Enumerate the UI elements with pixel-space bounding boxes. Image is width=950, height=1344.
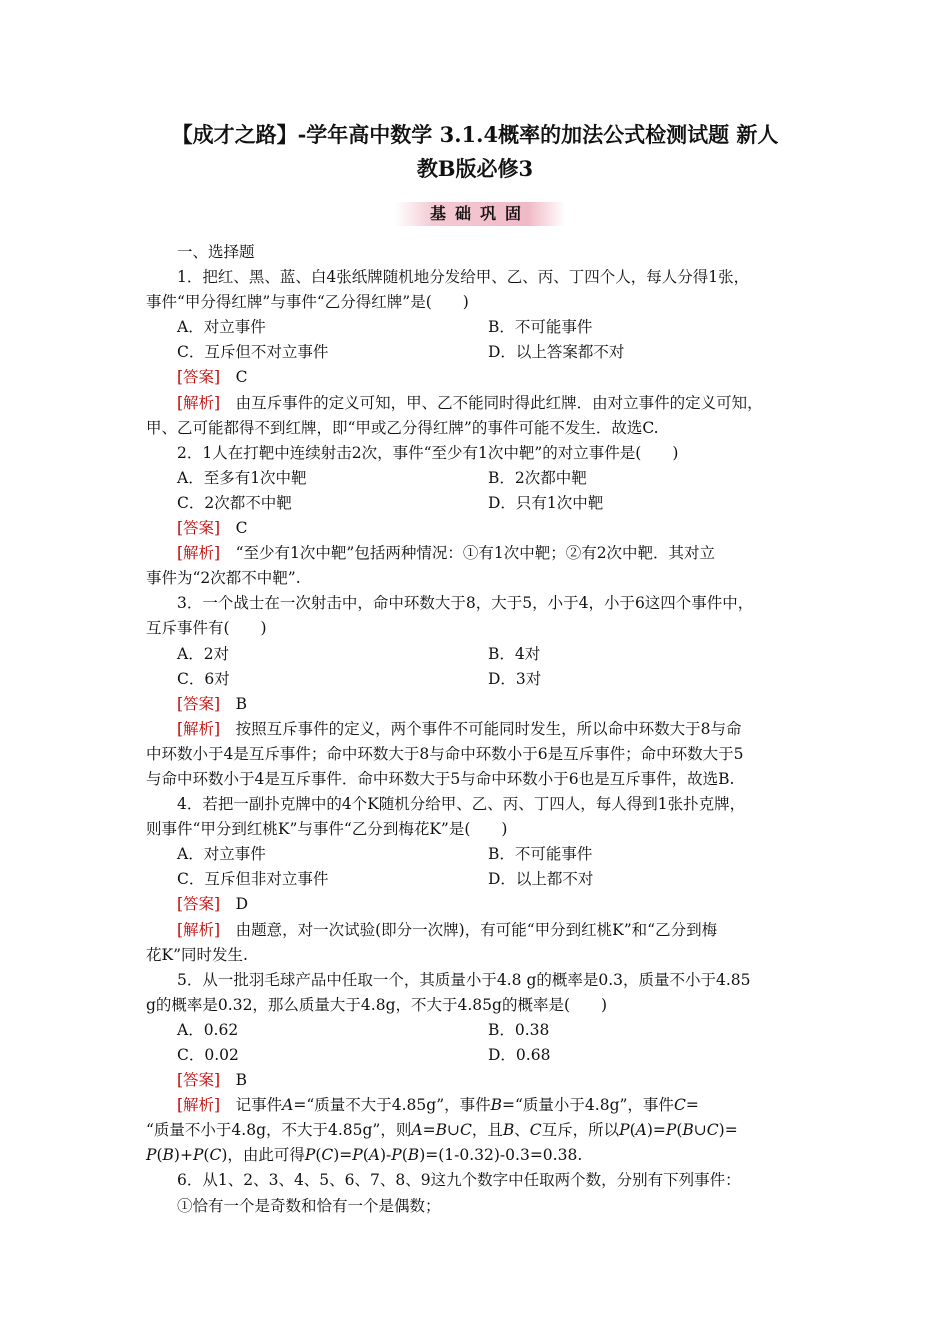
answer-label: [答案] [177, 895, 221, 914]
option-a: A．对立事件 [177, 318, 266, 337]
answer-label: [答案] [177, 519, 221, 538]
question-6-stem-line-1: 6．从1、2、3、4、5、6、7、8、9这九个数字中任取两个数，分别有下列事件： [177, 1171, 741, 1190]
title-line-1: 【成才之路】-学年高中数学 3.1.4概率的加法公式检测试题 新人 [171, 122, 779, 147]
question-4-options-row-1 [146, 842, 816, 867]
question-5-analysis-line-3: P(B)+P(C)，由此可得P(C)=P(A)-P(B)=(1-0.32)-0.3=0.38. [146, 1146, 583, 1165]
question-5-answer [146, 1068, 816, 1093]
question-1-stem-line-2: 事件“甲分得红牌”与事件“乙分得红牌”是( ) [146, 293, 469, 312]
analysis-label: [解析] [177, 719, 221, 738]
document-title [150, 118, 800, 186]
question-4-stem-line-1: 4．若把一副扑克牌中的4个K随机分给甲、乙、丙、丁四人，每人得到1张扑克牌， [177, 795, 746, 814]
analysis-label: [解析] [177, 544, 221, 563]
question-2-answer [146, 516, 816, 541]
option-c: C．互斥但非对立事件 [177, 870, 329, 889]
analysis-text: 由题意，对一次试验(即分一次牌)，有可能“甲分到红桃K”和“乙分到梅 [235, 920, 718, 939]
answer-value: D [235, 895, 249, 914]
question-4-stem-line-2: 则事件“甲分到红桃K”与事件“乙分到梅花K”是( ) [146, 820, 508, 839]
question-3-analysis-line-3: 与命中环数小于4是互斥事件．命中环数大于5与命中环数小于6也是互斥事件，故选B. [146, 769, 735, 788]
question-5-stem-line-2: g的概率是0.32，那么质量大于4.8g，不大于4.85g的概率是( ) [146, 995, 608, 1014]
option-a: A．至多有1次中靶 [177, 468, 307, 487]
option-c: C．2次都不中靶 [177, 493, 292, 512]
question-2-analysis-line-1 [146, 541, 816, 566]
question-3-answer [146, 692, 816, 717]
question-3-analysis-line-1 [146, 717, 816, 742]
option-d: D．0.68 [488, 1046, 551, 1064]
option-a: A．对立事件 [177, 845, 266, 864]
answer-label: [答案] [177, 1071, 221, 1090]
option-a: A．2对 [177, 644, 230, 663]
option-b: B．2次都中靶 [488, 468, 587, 487]
question-3-options-row-1 [146, 642, 816, 667]
banner-label: 基础巩固 [429, 204, 530, 223]
analysis-text: “至少有1次中靶”包括两种情况：①有1次中靶；②有2次中靶．其对立 [235, 544, 716, 563]
answer-value: B [235, 694, 248, 713]
option-b: B．0.38 [488, 1020, 550, 1039]
option-c: C．6对 [177, 669, 230, 688]
question-3-analysis-line-2: 中环数小于4是互斥事件；命中环数大于8与命中环数小于6是互斥事件；命中环数大于5 [146, 744, 744, 763]
question-4-analysis-line-1 [146, 918, 816, 943]
question-5-options-row-2 [146, 1043, 816, 1068]
analysis-label: [解析] [177, 920, 221, 939]
question-6-stem-line-2: ①恰有一个是奇数和恰有一个是偶数； [177, 1196, 441, 1215]
question-1-options-row-2 [146, 340, 816, 365]
option-c: C．互斥但不对立事件 [177, 343, 329, 362]
question-1-options-row-1 [146, 315, 816, 340]
analysis-label: [解析] [177, 393, 221, 412]
option-a: A．0.62 [177, 1020, 239, 1039]
option-d: D．以上答案都不对 [488, 343, 625, 362]
question-2-options-row-2 [146, 491, 816, 516]
question-4-answer [146, 892, 816, 917]
section-heading: 一、选择题 [177, 243, 255, 261]
question-5-options-row-1 [146, 1018, 816, 1043]
question-3-options-row-2 [146, 667, 816, 692]
title-line-2: 教B版必修3 [416, 156, 534, 181]
analysis-text: 由互斥事件的定义可知，甲、乙不能同时得此红牌．由对立事件的定义可知， [235, 393, 763, 412]
question-5-analysis-line-2: “质量不小于4.8g，不大于4.85g”，则A=B∪C，且B、C互斥，所以P(A)=P(B∪C)= [146, 1121, 738, 1140]
analysis-text: 按照互斥事件的定义，两个事件不可能同时发生，所以命中环数大于8与命 [235, 719, 742, 738]
option-c: C．0.02 [177, 1046, 239, 1064]
question-2-stem-line-1: 2．1人在打靶中连续射击2次，事件“至少有1次中靶”的对立事件是( ) [177, 443, 679, 462]
answer-label: [答案] [177, 368, 221, 387]
question-3-stem-line-1: 3．一个战士在一次射击中，命中环数大于8，大于5，小于4，小于6这四个事件中， [177, 594, 754, 613]
question-1-stem-line-1: 1．把红、黑、蓝、白4张纸牌随机地分发给甲、乙、丙、丁四个人，每人分得1张， [177, 268, 750, 287]
question-1-analysis-line-1 [146, 391, 816, 416]
option-d: D．只有1次中靶 [488, 493, 604, 512]
option-b: B．不可能事件 [488, 845, 593, 864]
document-body [146, 240, 816, 1219]
option-d: D．以上都不对 [488, 870, 594, 889]
answer-value: C [235, 368, 248, 387]
question-5-analysis-line-1 [146, 1093, 816, 1118]
answer-label: [答案] [177, 694, 221, 713]
answer-value: B [235, 1071, 248, 1090]
question-1-analysis-line-2: 甲、乙可能都得不到红牌，即“甲或乙分得红牌”的事件可能不发生．故选C. [146, 418, 659, 437]
question-5-stem-line-1: 5．从一批羽毛球产品中任取一个，其质量小于4.8 g的概率是0.3，质量不小于4.85 [177, 970, 751, 989]
question-4-analysis-line-2: 花K”同时发生. [146, 945, 248, 964]
option-b: B．4对 [488, 644, 541, 663]
option-d: D．3对 [488, 669, 542, 688]
analysis-label: [解析] [177, 1096, 221, 1115]
question-2-options-row-1 [146, 466, 816, 491]
answer-value: C [235, 519, 248, 538]
option-b: B．不可能事件 [488, 318, 593, 337]
question-1-answer [146, 365, 816, 390]
question-2-analysis-line-2: 事件为“2次都不中靶”. [146, 569, 301, 588]
section-banner [395, 202, 565, 226]
analysis-text: 记事件A=“质量不大于4.85g”，事件B=“质量小于4.8g”，事件C= [235, 1096, 699, 1115]
question-4-options-row-2 [146, 867, 816, 892]
question-3-stem-line-2: 互斥事件有( ) [146, 619, 267, 638]
